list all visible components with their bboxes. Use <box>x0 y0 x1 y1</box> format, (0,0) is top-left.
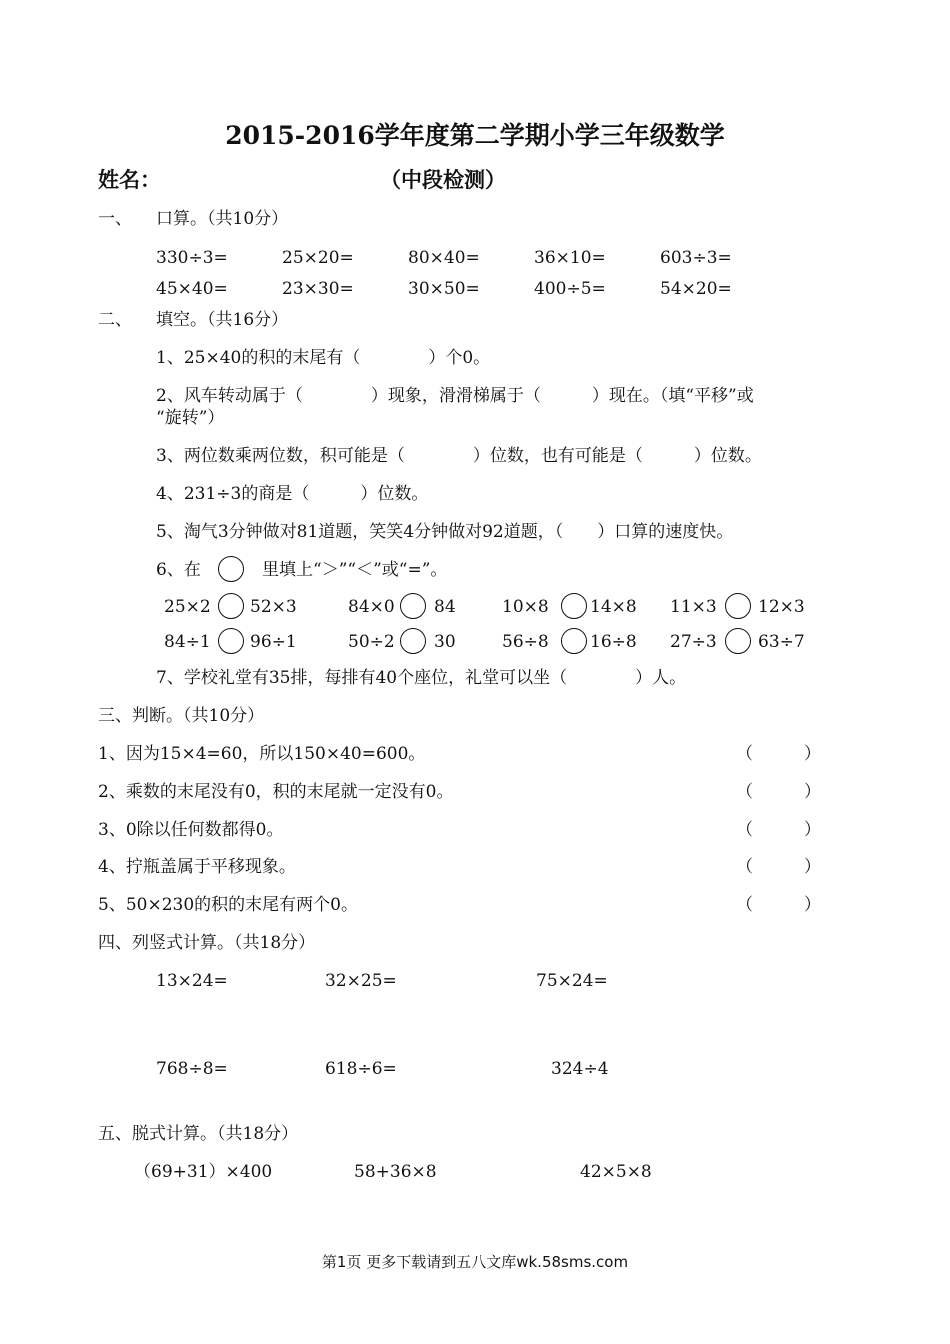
section-1-heading: 口算。（共10分） <box>156 209 289 229</box>
vertical-calc-item: 324÷4 <box>551 1059 609 1079</box>
page-title: 2015-2016学年度第二学期小学三年级数学 <box>225 121 725 150</box>
compare-circle <box>725 628 751 654</box>
vertical-calc-item: 13×24= <box>156 971 228 991</box>
stepwise-calc-item: 58+36×8 <box>354 1162 437 1182</box>
vertical-calc-item: 75×24= <box>536 971 608 991</box>
oral-calc-item: 36×10= <box>534 248 606 268</box>
oral-calc-item: 30×50= <box>408 279 480 299</box>
compare-left: 11×3 <box>670 597 717 617</box>
oral-calc-item: 25×20= <box>282 248 354 268</box>
compare-left: 27÷3 <box>670 632 717 652</box>
vertical-calc-item: 768÷8= <box>156 1059 228 1079</box>
fill-question-6-instruction: 里填上“＞”“＜”或“=”。 <box>262 560 448 580</box>
fill-question-4: 4、231÷3的商是（ ）位数。 <box>156 484 429 504</box>
compare-left: 84÷1 <box>164 632 211 652</box>
compare-right: 16÷8 <box>590 632 637 652</box>
fill-question-1: 1、25×40的积的末尾有（ ）个0。 <box>156 348 491 368</box>
compare-circle <box>218 628 244 654</box>
compare-circle <box>561 593 587 619</box>
judge-answer-paren: （ ） <box>736 820 821 840</box>
section-3-heading: 三、判断。（共10分） <box>98 706 265 726</box>
judge-answer-paren: （ ） <box>736 782 821 802</box>
compare-right: 96÷1 <box>250 632 297 652</box>
compare-circle <box>561 628 587 654</box>
compare-circle <box>218 593 244 619</box>
fill-question-2-cont: “旋转”） <box>156 408 225 428</box>
compare-right: 30 <box>434 632 456 652</box>
compare-left: 84×0 <box>348 597 395 617</box>
oral-calc-item: 80×40= <box>408 248 480 268</box>
oral-calc-item: 45×40= <box>156 279 228 299</box>
section-1-number: 一、 <box>98 209 132 229</box>
fill-question-2: 2、风车转动属于（ ）现象，滑滑梯属于（ ）现在。（填“平移”或 <box>156 386 754 406</box>
fill-question-5: 5、淘气3分钟做对81道题，笑笑4分钟做对92道题，（ ）口算的速度快。 <box>156 522 734 542</box>
page-footer: 第1页 更多下载请到五八文库wk.58sms.com <box>321 1253 629 1271</box>
judge-item: 3、0除以任何数都得0。 <box>98 820 284 840</box>
compare-right: 12×3 <box>758 597 805 617</box>
oral-calc-item: 23×30= <box>282 279 354 299</box>
oral-calc-item: 603÷3= <box>660 248 732 268</box>
vertical-calc-item: 618÷6= <box>325 1059 397 1079</box>
judge-item: 1、因为15×4=60，所以150×40=600。 <box>98 744 426 764</box>
judge-item: 5、50×230的积的末尾有两个0。 <box>98 895 358 915</box>
compare-circle <box>400 628 426 654</box>
compare-left: 25×2 <box>164 597 211 617</box>
compare-left: 56÷8 <box>502 632 549 652</box>
fill-question-6: 6、在 <box>156 560 201 580</box>
stepwise-calc-item: （69+31）×400 <box>134 1162 273 1182</box>
judge-answer-paren: （ ） <box>736 744 821 764</box>
compare-right: 14×8 <box>590 597 637 617</box>
compare-right: 63÷7 <box>758 632 805 652</box>
fill-question-3: 3、两位数乘两位数，积可能是（ ）位数，也有可能是（ ）位数。 <box>156 446 762 466</box>
compare-circle <box>725 593 751 619</box>
compare-right: 52×3 <box>250 597 297 617</box>
judge-item: 4、拧瓶盖属于平移现象。 <box>98 857 296 877</box>
vertical-calc-item: 32×25= <box>325 971 397 991</box>
fill-question-7: 7、学校礼堂有35排，每排有40个座位，礼堂可以坐（ ）人。 <box>156 668 687 688</box>
oral-calc-item: 400÷5= <box>534 279 606 299</box>
judge-answer-paren: （ ） <box>736 895 821 915</box>
section-5-heading: 五、脱式计算。（共18分） <box>98 1124 299 1144</box>
compare-left: 10×8 <box>502 597 549 617</box>
page-subtitle: （中段检测） <box>380 167 506 192</box>
judge-item: 2、乘数的末尾没有0，积的末尾就一定没有0。 <box>98 782 454 802</box>
name-label: 姓名： <box>98 167 161 192</box>
compare-circle <box>400 593 426 619</box>
judge-answer-paren: （ ） <box>736 857 821 877</box>
compare-right: 84 <box>434 597 456 617</box>
oral-calc-item: 330÷3= <box>156 248 228 268</box>
stepwise-calc-item: 42×5×8 <box>580 1162 652 1182</box>
section-2-heading: 填空。（共16分） <box>156 310 289 330</box>
section-4-heading: 四、列竖式计算。（共18分） <box>98 933 316 953</box>
section-2-number: 二、 <box>98 310 132 330</box>
compare-circle <box>218 556 244 582</box>
compare-left: 50÷2 <box>348 632 395 652</box>
oral-calc-item: 54×20= <box>660 279 732 299</box>
